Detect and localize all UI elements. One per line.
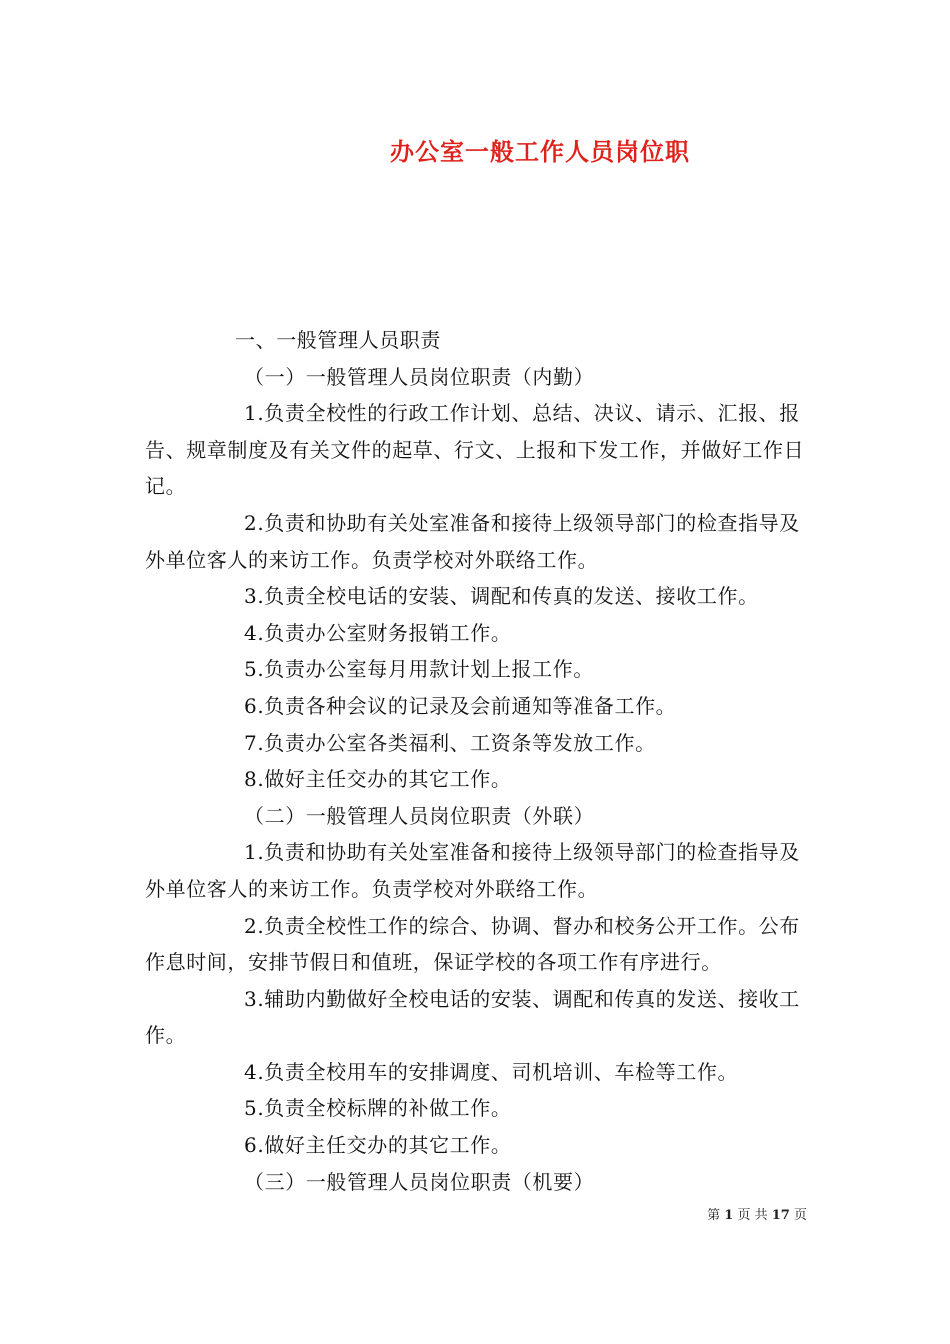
document-title: 办公室一般工作人员岗位职 — [390, 137, 690, 166]
duty-item: 5.负责办公室每月用款计划上报工作。 — [244, 657, 594, 682]
duty-item: 4.负责全校用车的安排调度、司机培训、车检等工作。 — [244, 1059, 739, 1084]
duty-item: 3.辅助内勤做好全校电话的安装、调配和传真的发送、接收工作。 — [145, 986, 800, 1048]
subsection-heading: （二）一般管理人员岗位职责（外联） — [244, 803, 595, 828]
duty-item: 7.负责办公室各类福利、工资条等发放工作。 — [244, 730, 656, 755]
footer-prefix: 第 — [707, 1208, 721, 1223]
document-body — [145, 322, 810, 1200]
duty-item: 8.做好主任交办的其它工作。 — [244, 767, 512, 792]
footer-total-pages: 17 — [771, 1208, 790, 1223]
section-heading: 一、一般管理人员职责 — [235, 328, 441, 352]
duty-item: 2.负责和协助有关处室准备和接待上级领导部门的检查指导及外单位客人的来访工作。负责学校对外联络工作。 — [145, 510, 800, 572]
subsection-heading: （一）一般管理人员岗位职责（内勤） — [244, 364, 595, 389]
page-footer — [707, 1204, 807, 1223]
duty-item: 6.负责各种会议的记录及会前通知等准备工作。 — [244, 693, 677, 718]
footer-current-page: 1 — [724, 1208, 734, 1223]
duty-item: 6.做好主任交办的其它工作。 — [244, 1133, 512, 1158]
duty-item: 3.负责全校电话的安装、调配和传真的发送、接收工作。 — [244, 584, 759, 609]
duty-item: 4.负责办公室财务报销工作。 — [244, 620, 512, 645]
footer-suffix: 页 — [793, 1208, 807, 1223]
subsection-heading: （三）一般管理人员岗位职责（机要） — [244, 1169, 595, 1194]
duty-item: 1.负责全校性的行政工作计划、总结、决议、请示、汇报、报告、规章制度及有关文件的起草、行文、上报和下发工作，并做好工作日记。 — [145, 401, 805, 499]
footer-middle: 页 共 — [737, 1208, 768, 1223]
duty-item: 5.负责全校标牌的补做工作。 — [244, 1096, 512, 1121]
duty-item: 2.负责全校性工作的综合、协调、督办和校务公开工作。公布作息时间，安排节假日和值班，保证学校的各项工作有序进行。 — [145, 913, 800, 975]
duty-item: 1.负责和协助有关处室准备和接待上级领导部门的检查指导及外单位客人的来访工作。负责学校对外联络工作。 — [145, 840, 800, 901]
